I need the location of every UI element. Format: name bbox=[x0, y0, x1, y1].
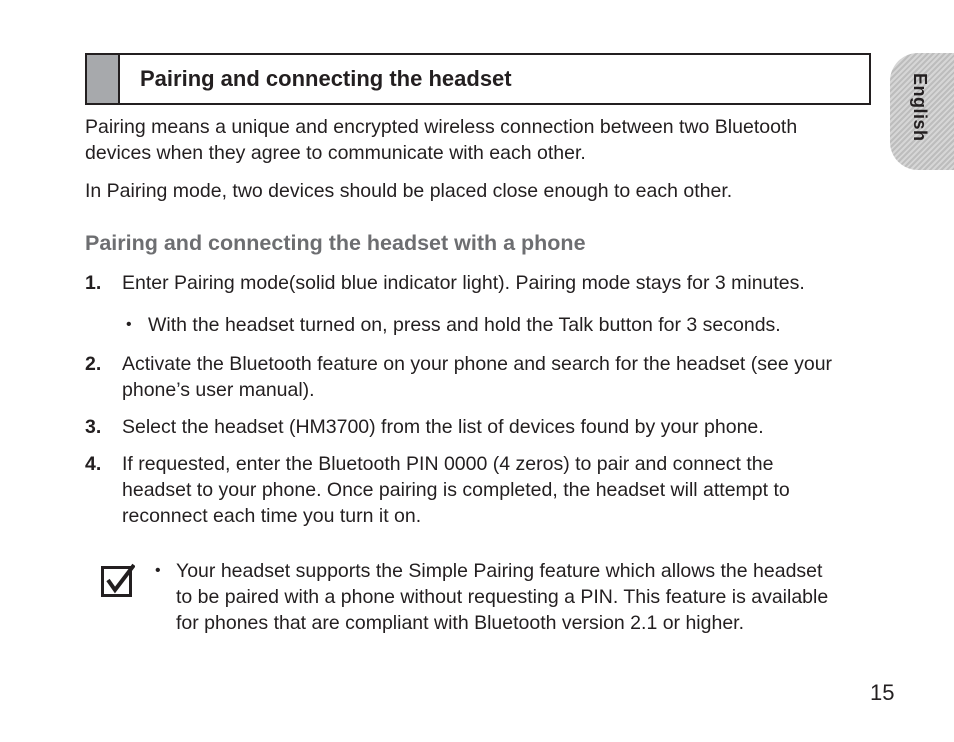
note-bullet-icon: • bbox=[155, 562, 161, 579]
section-title: Pairing and connecting the headset bbox=[140, 66, 512, 91]
step-3-text: Select the headset (HM3700) from the list of devices found by your phone. bbox=[122, 416, 764, 438]
step-4-number: 4. bbox=[85, 453, 102, 475]
step-1-number: 1. bbox=[85, 272, 102, 294]
intro-paragraph-1-line-2: devices when they agree to communicate with each other. bbox=[85, 142, 586, 164]
intro-paragraph-1-line-1: Pairing means a unique and encrypted wireless connection between two Bluetooth bbox=[85, 116, 798, 138]
step-2-number: 2. bbox=[85, 353, 102, 375]
step-1-bullet-text: With the headset turned on, press and hold the Talk button for 3 seconds. bbox=[148, 314, 781, 336]
page-number: 15 bbox=[870, 680, 895, 705]
step-4-text-line-2: headset to your phone. Once pairing is completed, the headset will attempt to bbox=[122, 479, 790, 501]
note-text-line-3: for phones that are compliant with Bluetooth version 2.1 or higher. bbox=[176, 612, 745, 634]
checkbox-note-icon bbox=[101, 563, 135, 597]
language-side-tab bbox=[890, 53, 954, 170]
language-label: English bbox=[910, 73, 930, 142]
section-header-tab bbox=[87, 55, 120, 103]
bullet-icon: • bbox=[126, 316, 132, 333]
step-4-text-line-1: If requested, enter the Bluetooth PIN 0000 (4 zeros) to pair and connect the bbox=[122, 453, 774, 475]
note-text-line-1: Your headset supports the Simple Pairing feature which allows the headset bbox=[176, 560, 823, 582]
step-1-text: Enter Pairing mode(solid blue indicator light). Pairing mode stays for 3 minutes. bbox=[122, 272, 805, 294]
step-3-number: 3. bbox=[85, 416, 102, 438]
note-text-line-2: to be paired with a phone without requesting a PIN. This feature is available bbox=[176, 586, 829, 608]
subsection-title: Pairing and connecting the headset with a phone bbox=[85, 231, 586, 255]
step-2-text-line-1: Activate the Bluetooth feature on your phone and search for the headset (see your bbox=[122, 353, 833, 375]
step-2-text-line-2: phone’s user manual). bbox=[122, 379, 315, 401]
section-header bbox=[85, 53, 871, 105]
step-4-text-line-3: reconnect each time you turn it on. bbox=[122, 505, 422, 527]
intro-paragraph-2: In Pairing mode, two devices should be placed close enough to each other. bbox=[85, 180, 733, 202]
